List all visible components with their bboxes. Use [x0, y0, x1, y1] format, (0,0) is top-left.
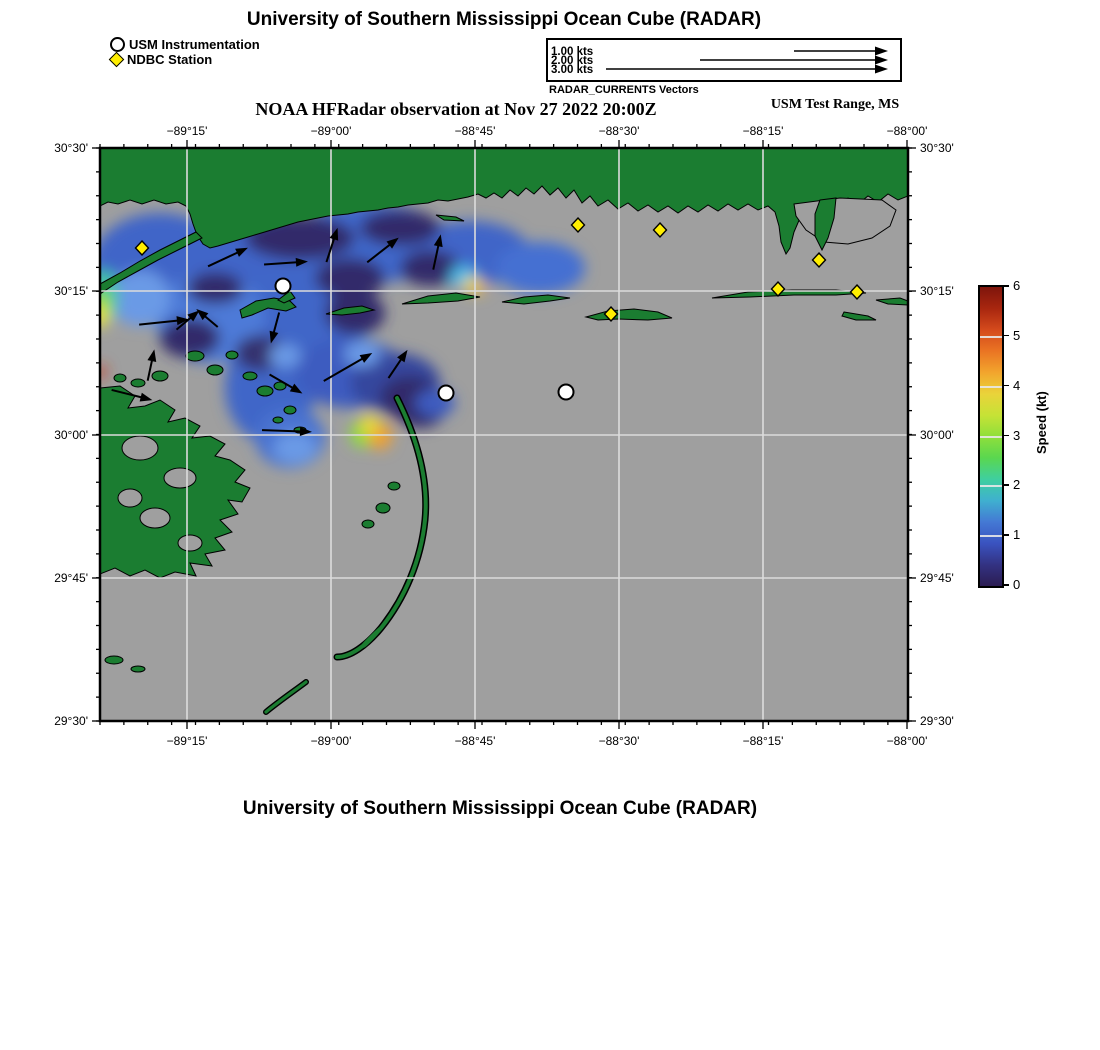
x-axis-label-top: −89°00' [310, 124, 352, 138]
marsh-islet [105, 656, 123, 664]
colorbar-tick-label: 5 [1013, 327, 1021, 343]
page-title-bottom: University of Southern Mississippi Ocean Cube (RADAR) [242, 798, 758, 819]
marsh-islet [243, 372, 257, 380]
speed-field-blob [269, 344, 301, 368]
x-axis-label-bottom: −88°45' [454, 734, 496, 748]
y-axis-label-left: 30°15' [54, 284, 88, 298]
colorbar-tick-label: 4 [1013, 377, 1021, 393]
y-axis-label-left: 29°30' [54, 714, 88, 728]
x-axis-label-bottom: −89°15' [166, 734, 208, 748]
y-axis-label-right: 29°45' [920, 571, 954, 585]
vector-scale-row-label: 1.00 kts [551, 46, 594, 58]
marsh-lake [164, 468, 196, 488]
speed-field-blob [273, 432, 317, 464]
colorbar-gridline [980, 336, 1002, 338]
colorbar-tick [1002, 285, 1009, 287]
x-axis-label-bottom: −88°30' [598, 734, 640, 748]
colorbar-gridline [980, 485, 1002, 487]
usm-instrumentation-marker [276, 279, 291, 294]
vector-scale-row-label: 2.00 kts [551, 55, 594, 67]
colorbar-tick [1002, 484, 1009, 486]
island-gosier [362, 520, 374, 528]
colorbar-tick [1002, 584, 1009, 586]
legend-usm-label: USM Instrumentation [129, 36, 260, 52]
marsh-lake [140, 508, 170, 528]
speed-field-blob [187, 272, 243, 304]
x-axis-label-top: −88°00' [886, 124, 928, 138]
x-axis-label-bottom: −89°00' [310, 734, 352, 748]
x-axis-label-top: −89°15' [166, 124, 208, 138]
island-gosier [376, 503, 390, 513]
y-axis-label-left: 29°45' [54, 571, 88, 585]
marsh-islet [114, 374, 126, 382]
x-axis-label-bottom: −88°15' [742, 734, 784, 748]
speed-field-blob [360, 414, 380, 434]
marsh-lake [178, 535, 202, 551]
marsh-islet [284, 406, 296, 414]
colorbar [978, 285, 1004, 588]
speed-field-blob [360, 210, 440, 246]
y-axis-label-right: 30°30' [920, 141, 954, 155]
x-axis-label-bottom: −88°00' [886, 734, 928, 748]
y-axis-label-right: 30°00' [920, 428, 954, 442]
vector-scale-caption: RADAR_CURRENTS Vectors [549, 84, 699, 96]
marsh-islet [273, 417, 283, 423]
legend-ndbc-label: NDBC Station [127, 51, 213, 67]
y-axis-label-left: 30°30' [54, 141, 88, 155]
colorbar-tick-label: 0 [1013, 577, 1021, 592]
vector-scale-row-label: 3.00 kts [551, 64, 594, 76]
colorbar-tick-label: 6 [1013, 278, 1021, 293]
marsh-lake [118, 489, 142, 507]
marsh-islet [186, 351, 204, 361]
marsh-islet [152, 371, 168, 381]
x-axis-label-top: −88°30' [598, 124, 640, 138]
page-title-top: University of Southern Mississippi Ocean Cube (RADAR) [246, 9, 762, 30]
y-axis-label-right: 30°15' [920, 284, 954, 298]
x-axis-label-top: −88°15' [742, 124, 784, 138]
marsh-islet [226, 351, 238, 359]
colorbar-tick [1002, 534, 1009, 536]
colorbar-tick [1002, 335, 1009, 337]
colorbar-tick-label: 1 [1013, 527, 1021, 543]
colorbar-tick-label: 3 [1013, 427, 1021, 443]
usm-instrumentation-marker [439, 386, 454, 401]
island-gosier [388, 482, 400, 490]
colorbar-axis-label: Speed (kt) [1034, 391, 1049, 454]
marsh-islet [131, 666, 145, 672]
marsh-islet [257, 386, 273, 396]
colorbar-tick [1002, 385, 1009, 387]
speed-field-blob [344, 341, 380, 367]
speed-field-blob [495, 242, 585, 294]
colorbar-tick-label: 2 [1013, 477, 1021, 493]
marsh-islet [131, 379, 145, 387]
y-axis-label-left: 30°00' [54, 428, 88, 442]
colorbar-gridline [980, 436, 1002, 438]
range-title: USM Test Range, MS [770, 97, 900, 112]
colorbar-gridline [980, 535, 1002, 537]
marsh-islet [207, 365, 223, 375]
observation-title: NOAA HFRadar observation at Nov 27 2022 20:00Z [255, 99, 657, 119]
marsh-lake [122, 436, 158, 460]
usm-instrumentation-marker [559, 385, 574, 400]
x-axis-label-top: −88°45' [454, 124, 496, 138]
y-axis-label-right: 29°30' [920, 714, 954, 728]
colorbar-gridline [980, 386, 1002, 388]
colorbar-tick [1002, 435, 1009, 437]
